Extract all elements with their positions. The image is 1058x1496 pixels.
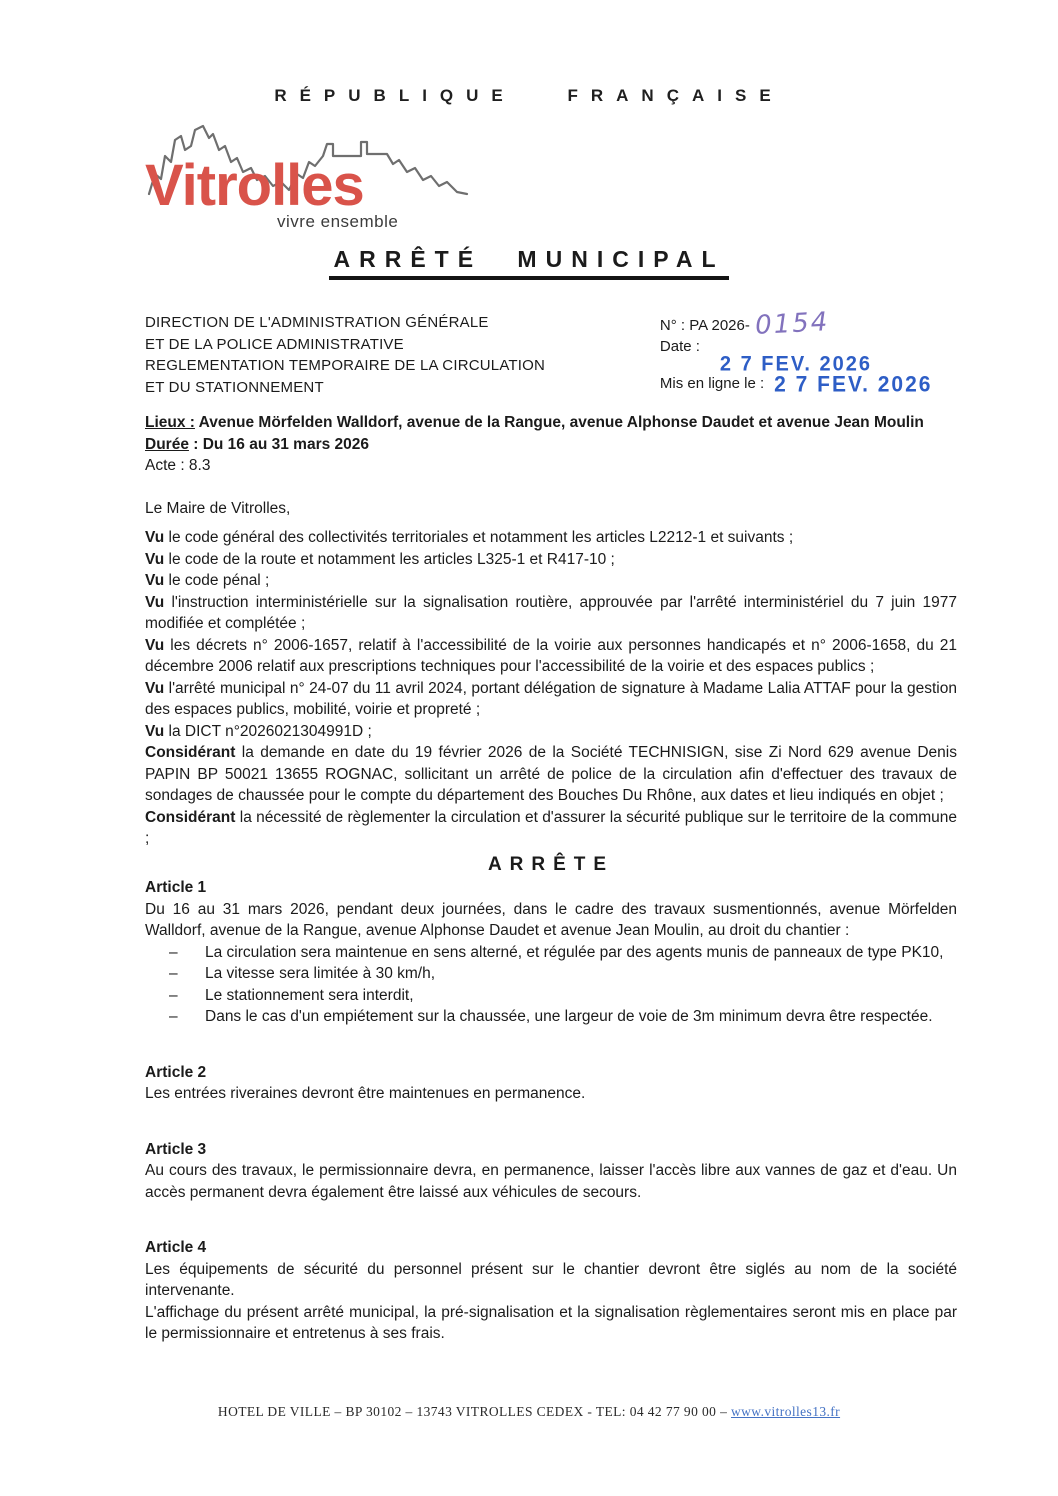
article-2-paragraph: Les entrées riveraines devront être maintenues en permanence. — [145, 1085, 586, 1102]
direction-line: ET DE LA POLICE ADMINISTRATIVE — [145, 335, 404, 353]
clause-paragraph — [145, 527, 957, 549]
title-row — [0, 246, 1058, 280]
clause-text: la DICT n°2026021304991D ; — [164, 722, 372, 740]
footer-text: HOTEL DE VILLE – BP 30102 – 13743 VITROLLES CEDEX - TEL: 04 42 77 90 00 – — [217, 1404, 731, 1419]
online-stamp: 2 7 FEV. 2026 — [774, 372, 933, 397]
numero-label: N° : PA 2026- — [659, 317, 750, 334]
lieux-label: Lieux : — [145, 414, 195, 431]
numero-line — [659, 307, 957, 341]
dash-marker: – — [169, 943, 178, 961]
clause-paragraph — [145, 721, 957, 743]
clause-paragraph — [145, 807, 957, 850]
bullet-text: La circulation sera maintenue en sens alterné, et régulée par des agents munis de panneaux de type PK10, — [205, 943, 944, 961]
footer-link[interactable]: www.vitrolles13.fr — [731, 1404, 841, 1419]
dash-marker: – — [169, 1008, 178, 1025]
bullet-item — [145, 985, 957, 1007]
clause-paragraph — [145, 635, 957, 678]
bullet-text: Le stationnement sera interdit, — [205, 986, 414, 1004]
arrete-heading: ARRÊTE — [487, 853, 615, 875]
clause-lead: Considérant — [145, 808, 236, 826]
logo-tagline: vivre ensemble — [277, 212, 399, 231]
article-3-heading: Article 3 — [145, 1140, 207, 1158]
clause-paragraph — [145, 592, 957, 635]
date-stamp: 2 7 FEV. 2026 — [719, 352, 872, 376]
clause-lead: Vu — [145, 679, 165, 697]
online-line — [660, 373, 957, 395]
clause-text: le code de la route et notamment les articles L325-1 et R417-10 ; — [164, 550, 615, 568]
clause-text: l'arrêté municipal n° 24-07 du 11 avril 2024, portant délégation de signature à Madame Lalia ATTAF pour la gestion des espaces publics, mobilité, voirie et propreté ; — [145, 679, 957, 718]
lieux-text: Avenue Mörfelden Walldorf, avenue de la Rangue, avenue Alphonse Daudet et avenue Jean Moulin — [194, 414, 924, 431]
clause-lead: Vu — [145, 572, 165, 589]
clause-lead: Vu — [145, 550, 165, 568]
date-label: Date : — [659, 338, 700, 355]
vitrolles-logo — [145, 116, 475, 241]
article-1-intro: Du 16 au 31 mars 2026, pendant deux journées, dans le cadre des travaux susmentionnés, avenue Mörfelden Walldorf, avenue de la Rangue, avenue Alphonse Daudet et avenue Jean Moulin, au droit du chantier : — [145, 900, 957, 939]
bullet-text: La vitesse sera limitée à 30 km/h, — [205, 965, 436, 982]
clause-text: les décrets n° 2006-1657, relatif à l'accessibilité de la voirie aux personnes handicapés et n° 2006-1658, du 21 décembre 2006 relatif aux prescriptions techniques pour l'accessibilité de la voirie et des espaces publics ; — [145, 636, 957, 675]
dash-marker: – — [169, 965, 178, 982]
maire-line: Le Maire de Vitrolles, — [145, 499, 291, 517]
clause-text: le code pénal ; — [164, 572, 270, 589]
duree-text: : Du 16 au 31 mars 2026 — [188, 435, 370, 453]
clause-lead: Vu — [145, 722, 165, 740]
meta-row — [145, 307, 957, 398]
bullet-item — [145, 963, 957, 985]
document-title: ARRÊTÉ MUNICIPAL — [329, 246, 728, 280]
direction-line: ET DU STATIONNEMENT — [145, 378, 324, 396]
clause-paragraph — [145, 742, 957, 807]
article-4-paragraph: Les équipements de sécurité du personnel présent sur le chantier devront être siglés au nom de la société intervenante. — [145, 1260, 957, 1299]
logo-wordmark: Vitrolles — [145, 153, 364, 218]
clause-lead: Vu — [145, 593, 165, 611]
article-3-paragraph: Au cours des travaux, le permissionnaire devra, en permanence, laisser l'accès libre aux vannes de gaz et d'eau. Un accès permanent devra également être laissé aux véhicules de secours. — [145, 1162, 957, 1201]
clause-text: l'instruction interministérielle sur la signalisation routière, approuvée par l'arrêté interministériel du 7 juin 1977 modifiée et complétée ; — [145, 593, 957, 632]
clause-paragraph — [145, 678, 957, 721]
dash-marker: – — [169, 986, 178, 1004]
footer — [0, 1404, 1058, 1420]
bullet-item — [145, 1006, 957, 1028]
issuing-direction-block — [145, 312, 660, 398]
article-4-heading: Article 4 — [145, 1239, 207, 1256]
article-2-heading: Article 2 — [145, 1063, 207, 1081]
duree-line — [145, 434, 957, 456]
republique-header: RÉPUBLIQUE FRANÇAISE — [274, 86, 784, 105]
article-4-paragraph: L'affichage du présent arrêté municipal, la pré-signalisation et la signalisation règlementaires seront mis en place par le permissionnaire et entretenus à ses frais. — [145, 1303, 957, 1342]
document-body — [145, 412, 957, 1345]
clauses-block — [145, 527, 957, 850]
clause-text: la nécessité de règlementer la circulation et d'assurer la sécurité publique sur le territoire de la commune ; — [145, 808, 957, 847]
clause-text: la demande en date du 19 février 2026 de la Société TECHNISIGN, sise Zi Nord 629 avenue Denis PAPIN BP 50021 13655 ROGNAC, sollicitant un arrêté de police de la circulation afin d'effectuer des travaux de sondages de chaussée pour le compte du département des Bouches Du Rhône, aux dates et lieu indiqués en objet ; — [145, 744, 957, 804]
clause-paragraph — [145, 570, 957, 592]
online-label: Mis en ligne le : — [659, 375, 765, 392]
lieux-paragraph — [145, 412, 957, 434]
clause-lead: Considérant — [145, 744, 236, 761]
bullet-item — [145, 942, 957, 964]
clause-lead: Vu — [145, 636, 165, 654]
direction-line: DIRECTION DE L'ADMINISTRATION GÉNÉRALE — [145, 314, 489, 331]
acte-line: Acte : 8.3 — [145, 457, 211, 474]
clause-paragraph — [145, 549, 957, 571]
duree-label: Durée — [145, 435, 189, 453]
clause-text: le code général des collectivités territoriales et notamment les articles L2212-1 et suivants ; — [164, 529, 794, 546]
direction-line: REGLEMENTATION TEMPORAIRE DE LA CIRCULATION — [145, 357, 546, 374]
clause-lead: Vu — [145, 529, 165, 546]
article-1-heading: Article 1 — [145, 879, 207, 896]
bullet-text: Dans le cas d'un empiétement sur la chaussée, une largeur de voie de 3m minimum devra être respectée. — [205, 1008, 933, 1025]
decree-meta-block — [659, 307, 957, 398]
numero-handwritten-value: 0154 — [754, 307, 830, 341]
